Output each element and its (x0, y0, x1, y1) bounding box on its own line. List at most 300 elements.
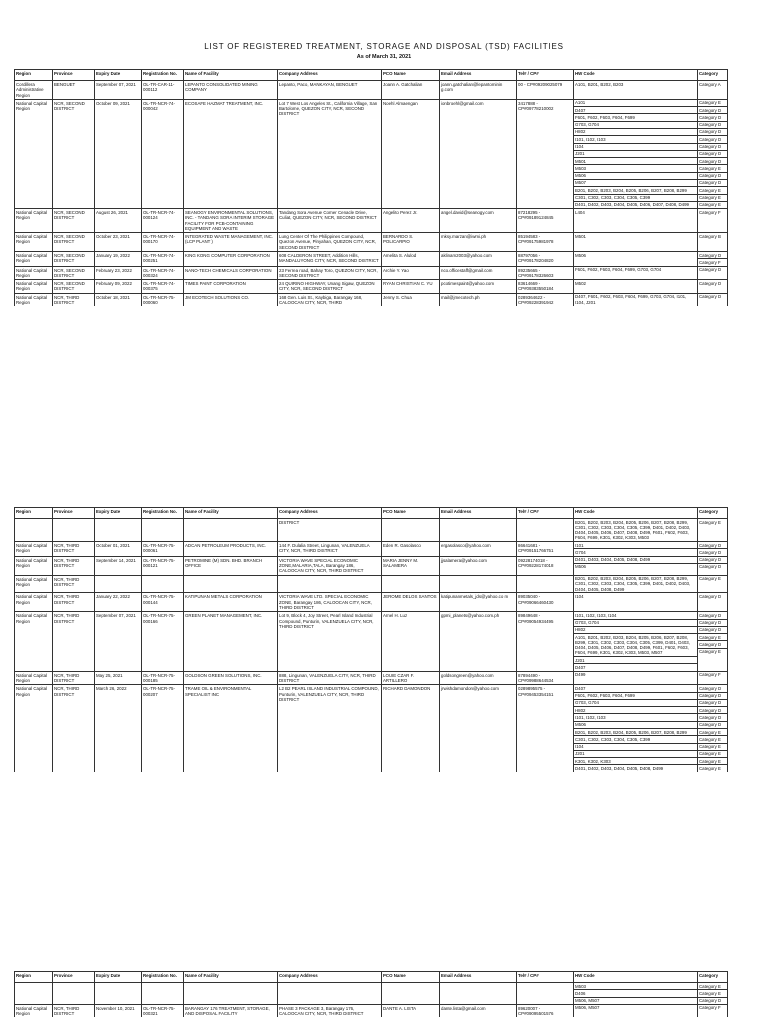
hw-code: J201 (574, 151, 697, 158)
page-1-table (14, 69, 727, 306)
hw-code: L404 (575, 209, 585, 215)
email-cell[interactable]: jrwishdamondon@yahoo.com (440, 685, 517, 772)
hw-code: G703, G704 (574, 122, 697, 129)
region-cell: National Capital Region (15, 280, 53, 294)
column-header: Tel# / CP# (517, 508, 574, 519)
hw-code-cell (574, 209, 698, 233)
column-header: HW Code (574, 70, 698, 81)
hw-code: I101, I102, I103, I104 (574, 612, 697, 619)
category-cell (698, 575, 728, 593)
hw-code: H802 (574, 707, 697, 714)
hw-code: B201, B202, B203, B204, B205, B206, B207, B208, B299, C301, C302, C303, C304, C305, C399, D401, D402, D403, D404, D405, D408, D499 (575, 576, 691, 592)
registration-no-cell: OL-TR-NCR-75-000121 (142, 556, 184, 575)
hw-code: G704 (575, 549, 586, 555)
province-cell: NCR, SECOND DISTRICT (53, 280, 95, 294)
hw-code: D401, D402, D403, D404, D405, D408, D499 (575, 765, 664, 771)
company-address-cell: Tandang Sora Avenue Corner Cenacle Drive, Culiat, QUEZON CITY, NCR, SECOND DISTRICT (278, 209, 382, 233)
hw-code: M502 (575, 280, 586, 286)
tel-cell: 89849648 - CP#09054934495 (517, 612, 574, 672)
tel-cell: 3417888 - CP#09778210002 (517, 99, 574, 208)
tel-cell: 86641681 - CP#09151766751 (517, 542, 574, 557)
tel-cell: 88797056 - CP#09178204820 (517, 252, 574, 267)
hw-code: D401, D402, D403, D404, D405, D406, D407, D408, D499 (575, 202, 689, 208)
category: Category E (699, 649, 721, 655)
tel-cell: 0289895575 - CP#09453354151 (517, 685, 574, 772)
category: Category F (699, 672, 721, 678)
company-address-cell: Lot 9, Block 4, Joy Street, Pearl Island Industrial Compound, Punturin, VALENZUELA CITY, NCR, THIRD DISTRICT (278, 612, 382, 672)
province-cell: NCR, THIRD DISTRICT (53, 612, 95, 672)
category: Category E (698, 744, 727, 751)
column-header: PCO Name (382, 972, 440, 983)
column-header: Category (698, 508, 728, 519)
company-address-cell: 144 F. Dulalia Street, Lingunan, VALENZUELA CITY, NCR, THIRD DISTRICT (278, 542, 382, 557)
email-cell[interactable]: nco.officestaff@gmail.com (440, 266, 517, 280)
category: Category D (698, 144, 727, 151)
pco-name-cell (382, 983, 440, 1005)
registration-no-cell: OL-TR-CAR-11-000112 (142, 81, 184, 100)
province-cell: NCR, SECOND DISTRICT (53, 266, 95, 280)
header-row (15, 972, 728, 983)
email-cell[interactable] (440, 575, 517, 593)
email-cell[interactable]: gpmi_planets@yahoo.com.ph (440, 612, 517, 672)
email-cell[interactable]: goldsongreen@yahoo.com (440, 671, 517, 685)
pco-name-cell: Amelita S. Alulod (382, 252, 440, 267)
category: Category D (698, 129, 727, 136)
category: Category D (698, 122, 727, 129)
expiry-date-cell (95, 519, 142, 542)
category: Category E (698, 634, 727, 641)
category: Category F (699, 209, 721, 215)
province-cell: NCR, THIRD DISTRICT (53, 556, 95, 575)
facility-name-cell: KATIPUNAN METALS CORPORATION (184, 593, 278, 612)
province-cell: NCR, SECOND DISTRICT (53, 252, 95, 267)
hw-code-cell (574, 233, 698, 252)
email-cell[interactable]: katipunanmetals_jds@yahoo.co m (440, 593, 517, 612)
expiry-date-cell: January 19, 2022 (95, 252, 142, 267)
company-address-cell (278, 983, 382, 1005)
table-row (15, 556, 728, 575)
hw-code: M501 (575, 233, 586, 239)
hw-code: M506, M507 (575, 998, 600, 1004)
table-row (15, 266, 728, 280)
category-cell (698, 99, 728, 208)
column-header: Province (53, 70, 95, 81)
registration-no-cell: OL-TR-NCR-74-000170 (142, 233, 184, 252)
province-cell: NCR, SECOND DISTRICT (53, 99, 95, 208)
expiry-date-cell: September 07, 2021 (95, 81, 142, 100)
category: Category D (698, 173, 727, 180)
region-cell: National Capital Region (15, 233, 53, 252)
region-cell (15, 983, 53, 1005)
tel-cell: 87218295 - CP#09189124845 (517, 209, 574, 233)
expiry-date-cell: October 18, 2021 (95, 293, 142, 306)
region-cell: National Capital Region (15, 266, 53, 280)
facility-name-cell: GOLDSON GREEN SOLUTIONS, INC. (184, 671, 278, 685)
facility-name-cell (184, 519, 278, 542)
province-cell: NCR, THIRD DISTRICT (53, 293, 95, 306)
hw-code: G703, G704 (574, 620, 697, 627)
category: Category D (698, 714, 727, 721)
table-row (15, 233, 728, 252)
facility-name-cell: BARANGAY 176 TREATMENT, STORAGE, AND DISPOSAL FACILITY (184, 1004, 278, 1017)
category: Category D (698, 151, 727, 158)
facility-name-cell: TRAME OIL & ENVIRONMENTAL SPECIALIST INC (184, 685, 278, 772)
hw-code-cell (574, 519, 698, 542)
email-cell[interactable]: dante.lista@gmail.com (440, 1004, 517, 1017)
pco-name-cell: JEROME DELOS SANTOS (382, 593, 440, 612)
facility-name-cell: JM ECOTECH SOLUTIONS CO. (184, 293, 278, 306)
email-cell[interactable]: jjsalamera@yahoo.com (440, 556, 517, 575)
facility-name-cell: PETROMINE (M) SDN. BHD. BRANCH OFFICE (184, 556, 278, 575)
facility-name-cell: SEANOGY ENVIRONMENTAL SOLUTIONS, INC. - TANDANG SORA INTERIM STORAGE FACILITY FOR PCB-CONTAINING EQUIPMENT AND WASTE (184, 209, 278, 233)
column-header: Company Address (278, 70, 382, 81)
registration-no-cell: OL-TR-NCR-74-000124 (142, 209, 184, 233)
column-header: Name of Facility (184, 70, 278, 81)
region-cell: National Capital Region (15, 252, 53, 267)
hw-code: H802 (574, 129, 697, 136)
company-address-cell (278, 575, 382, 593)
table-row (15, 983, 728, 1005)
pco-name-cell: Archie Y. Yao (382, 266, 440, 280)
hw-code: M506, M507 (575, 1005, 600, 1011)
table-row (15, 519, 728, 542)
registration-no-cell: OL-TR-NCR-74-000324 (142, 266, 184, 280)
region-cell: National Capital Region (15, 542, 53, 557)
company-address-cell: 608 CALDERON STREET, Addition Hills, MANDALUYONG CITY, NCR, SECOND DISTRICT (278, 252, 382, 267)
category: Category E (698, 729, 727, 736)
expiry-date-cell (95, 983, 142, 1005)
registration-no-cell: OL-TR-NCR-74-000251 (142, 252, 184, 267)
column-header: Category (698, 972, 728, 983)
category: Category D (698, 612, 727, 619)
registration-no-cell: OL-TR-NCR-75-000060 (142, 293, 184, 306)
region-cell: National Capital Region (15, 612, 53, 672)
category-cell (698, 671, 728, 685)
hw-code-cell (574, 81, 698, 100)
hw-code-cell (574, 612, 698, 672)
hw-code-cell (574, 252, 698, 267)
tsd-table-page-1 (14, 69, 728, 306)
category: Category D (699, 998, 722, 1004)
expiry-date-cell: September 14, 2021 (95, 556, 142, 575)
expiry-date-cell (95, 575, 142, 593)
expiry-date-cell: September 07, 2021 (95, 612, 142, 672)
province-cell: NCR, SECOND DISTRICT (53, 209, 95, 233)
hw-code: B201, B202, B203, B204, B205, B206, B207, B208, B299 (574, 729, 697, 736)
hw-code-cell (574, 542, 698, 557)
registration-no-cell: OL-TR-NCR-75-000061 (142, 542, 184, 557)
tel-cell: 0289364622 - CP#09228391942 (517, 293, 574, 306)
pco-name-cell (382, 519, 440, 542)
category-cell (698, 280, 728, 294)
column-header: HW Code (574, 972, 698, 983)
hw-code: M506 (574, 722, 697, 729)
column-header: Region (15, 972, 53, 983)
hw-code-cell (574, 266, 698, 280)
hw-code: I101 (574, 542, 697, 549)
column-header: Email Address (440, 972, 517, 983)
region-cell: Cordillera Administrative Region (15, 81, 53, 100)
category-cell (698, 233, 728, 252)
hw-code: B201, B202, B203, B204, B205, B206, B207, B208, B299 (574, 187, 697, 194)
hw-code: B201, B202, B203, B204, B205, B206, B207, B208, B299, C301, C302, C303, C304, C305, C399, D401, D402, D403, D404, D405, D406, D407, D408, D499, F601, F602, F603, F604, F699, K301, K302, K303, M503 (575, 519, 691, 541)
table-row (15, 209, 728, 233)
facility-name-cell: ECOSAFE HAZMAT TREATMENT, INC. (184, 99, 278, 208)
registration-no-cell: OL-TR-NCR-75-000166 (142, 612, 184, 672)
column-header: Name of Facility (184, 972, 278, 983)
hw-code-cell (574, 1004, 698, 1017)
hw-code: D407 (574, 107, 697, 114)
pco-name-cell: Jenny S. Chua (382, 293, 440, 306)
region-cell (15, 519, 53, 542)
registration-no-cell (142, 575, 184, 593)
table-row (15, 81, 728, 100)
hw-code: G703, G704 (574, 700, 697, 707)
column-header: Registration No. (142, 972, 184, 983)
registration-no-cell (142, 519, 184, 542)
category: Category D (699, 294, 722, 300)
email-cell[interactable]: joann.gatchalian@lepantominin g.com (440, 81, 517, 100)
hw-code: M506 (574, 173, 697, 180)
registration-no-cell: OL-TR-NCR-75-000207 (142, 685, 184, 772)
registration-no-cell: OL-TR-NCR-75-000144 (142, 593, 184, 612)
tel-cell: 83614669 - CP#09383550184 (517, 280, 574, 294)
province-cell: NCR, THIRD DISTRICT (53, 575, 95, 593)
category-cell (698, 519, 728, 542)
pco-name-cell: Arnel H. Luz (382, 612, 440, 672)
expiry-date-cell: October 23, 2021 (95, 233, 142, 252)
email-cell[interactable]: angel.david@seanogy.com (440, 209, 517, 233)
doc-subtitle: As of March 31, 2021 (356, 54, 412, 60)
table-row (15, 280, 728, 294)
category: Category D (699, 593, 722, 599)
category: Category E (698, 165, 727, 172)
region-cell: National Capital Region (15, 671, 53, 685)
category: Category E (698, 187, 727, 194)
hw-code: D407 (574, 685, 697, 692)
category: Category D (698, 722, 727, 729)
column-header: Email Address (440, 508, 517, 519)
facility-name-cell: ADCAN PETROLEUM PRODUCTS, INC. (184, 542, 278, 557)
facility-name-cell: LEPANTO CONSOLIDATED MINING COMPANY (184, 81, 278, 100)
tel-cell: 00 - CP#09209025079 (517, 81, 574, 100)
company-address-cell: 23 Ferrea road, Bahay Toro, QUEZON CITY, NCR, SECOND DISTRICT (278, 266, 382, 280)
category: Category E (699, 519, 721, 525)
region-cell: National Capital Region (15, 685, 53, 772)
pco-name-cell: LOUIE CZAR F. ARTILLERO (382, 671, 440, 685)
province-cell: NCR, THIRD DISTRICT (53, 671, 95, 685)
expiry-date-cell: October 01, 2021 (95, 542, 142, 557)
email-cell[interactable]: ergasolasco@yahoo.com (440, 542, 517, 557)
tel-cell (517, 983, 574, 1005)
region-cell: National Capital Region (15, 556, 53, 575)
category: Category F (699, 1005, 721, 1011)
table-row (15, 612, 728, 672)
tsd-table-page-2 (14, 507, 728, 772)
tel-cell: 09228174018 - CP#09228174018 (517, 556, 574, 575)
province-cell (53, 983, 95, 1005)
column-header: Province (53, 508, 95, 519)
column-header: Tel# / CP# (517, 70, 574, 81)
hw-code-cell (574, 593, 698, 612)
category-cell (698, 293, 728, 306)
hw-code: A101, B201, B202, B203, B204, B205, B206, B207, B208, B299, C301, C302, C303, C304, C305, C399, D401, D403, D404, D405, D406, D407, D408, D499, F601, F602, F603, F604, F699, K301, K302, K303, M503, M507 (574, 634, 697, 657)
hw-code-cell (574, 685, 698, 772)
category-cell (698, 612, 728, 672)
tel-cell: 85194583 - CP#09175981978 (517, 233, 574, 252)
hw-code: D406 (574, 990, 697, 997)
hw-code: D401, D403, D404, D405, D408, D499 (574, 557, 697, 564)
pco-name-cell: RICHARD DAMONDON (382, 685, 440, 772)
hw-code: I104 (575, 593, 584, 599)
tsd-table-page-3 (14, 971, 728, 1017)
hw-code: I104 (574, 744, 697, 751)
region-cell: National Capital Region (15, 1004, 53, 1017)
facility-name-cell (184, 575, 278, 593)
column-header: Company Address (278, 508, 382, 519)
category: Category D (698, 685, 727, 692)
hw-code-cell (574, 983, 698, 1005)
table-row (15, 542, 728, 557)
column-header: Company Address (278, 972, 382, 983)
pco-name-cell: Joann A. Gatchalian (382, 81, 440, 100)
column-header: Registration No. (142, 508, 184, 519)
tel-cell (517, 519, 574, 542)
pco-name-cell: BERNARDO S. POLICARPIO (382, 233, 440, 252)
category: Category E (699, 576, 721, 582)
pco-name-cell: MARIA JENNY M. SALAMERA (382, 556, 440, 575)
table-row (15, 1004, 728, 1017)
category: Category A (699, 81, 721, 87)
email-cell[interactable] (440, 983, 517, 1005)
pco-name-cell: Noehl Almaengan (382, 99, 440, 208)
table-row (15, 293, 728, 306)
email-cell[interactable]: aklinam2003@yahoo.com (440, 252, 517, 267)
pco-name-cell (382, 575, 440, 593)
email-cell[interactable]: mail@jmecotech.ph (440, 293, 517, 306)
category: Category D (698, 180, 727, 187)
category-cell (698, 252, 728, 267)
category: Category E (699, 765, 721, 771)
facility-name-cell: TIMES PAINT CORPORATION (184, 280, 278, 294)
region-cell: National Capital Region (15, 209, 53, 233)
company-address-cell: DISTRICT (278, 519, 382, 542)
column-header: PCO Name (382, 70, 440, 81)
company-address-cell: VICTORIA WAVE LTD. SPECIAL ECONOMIC ZONE, Barangay 186, CALOOCAN CITY, NCR, THIRD DISTRICT (278, 593, 382, 612)
email-cell[interactable]: pcotimespaint@yahoo.com (440, 280, 517, 294)
hw-code: I101, I102, I103 (574, 714, 697, 721)
column-header: Name of Facility (184, 508, 278, 519)
category: Category E (699, 202, 721, 208)
column-header: Expiry Date (95, 972, 142, 983)
hw-code: D499 (575, 672, 586, 678)
category: Category D (698, 158, 727, 165)
category: Category D (698, 627, 727, 634)
column-header: HW Code (574, 508, 698, 519)
column-header: Email Address (440, 70, 517, 81)
company-address-cell: 888, Lingunan, VALENZUELA CITY, NCR, THIRD DISTRICT (278, 671, 382, 685)
column-header: Registration No. (142, 70, 184, 81)
expiry-date-cell: May 25, 2021 (95, 671, 142, 685)
facility-name-cell: GREEN PLANET MANAGEMENT, INC. (184, 612, 278, 672)
hw-code: C301, C302, C303, C304, C305, C399 (574, 195, 697, 202)
facility-name-cell: KING KONG COMPUTER CORPORATION (184, 252, 278, 267)
pco-name-cell: DANTE A. LISTA (382, 1004, 440, 1017)
region-cell: National Capital Region (15, 575, 53, 593)
category: Category D (698, 557, 727, 564)
category: Category E (698, 100, 727, 107)
hw-code: D407, F601, F602, F603, F604, F699, G703, G704, I101, I104, J201 (575, 294, 687, 305)
page-2-table (14, 507, 727, 772)
pco-name-cell: RYAN CHRISTIAN C. YU (382, 280, 440, 294)
category-cell (698, 266, 728, 280)
category: Category E (698, 983, 727, 990)
facility-name-cell: NANO-TECH CHEMICALS CORPORATION (184, 266, 278, 280)
registration-no-cell: OL-TR-NCR-74-000042 (142, 99, 184, 208)
province-cell: NCR, THIRD DISTRICT (53, 542, 95, 557)
category: Category E (698, 990, 727, 997)
hw-code: M507 (574, 180, 697, 187)
hw-code: A101 (574, 100, 697, 107)
category: Category E (698, 751, 727, 758)
hw-code: I101, I102, I103 (574, 136, 697, 143)
column-header: PCO Name (382, 508, 440, 519)
registration-no-cell: OL-TR-NCR-75-000321 (142, 1004, 184, 1017)
company-address-cell: VICTORIA WAVE SPECIAL ECONOMIC ZONE,MALARIA,TALA, Barangay 186, CALOOCAN CITY, NCR, THIRD DISTRICT (278, 556, 382, 575)
hw-code: M506 (575, 564, 586, 570)
hw-code: K301, K302, K303 (574, 758, 697, 765)
table-row (15, 575, 728, 593)
tel-cell: 89035040 - CP#09066460430 (517, 593, 574, 612)
hw-code: C301, C302, C303, C304, C305, C399 (574, 736, 697, 743)
province-cell: NCR, THIRD DISTRICT (53, 1004, 95, 1017)
category: Category D (698, 620, 727, 627)
table-row (15, 593, 728, 612)
province-cell (53, 519, 95, 542)
category-cell (698, 556, 728, 575)
region-cell: National Capital Region (15, 99, 53, 208)
company-address-cell: Lung Center Of The Philippines Compound, Quezon Avenue, Pinyahan, QUEZON CITY, NCR, SECOND DISTRICT (278, 233, 382, 252)
company-address-cell: 168 Gen. Luis St., Kaybiga, Barangay 168, CALOOCAN CITY, NCR, THIRD (278, 293, 382, 306)
province-cell: NCR, THIRD DISTRICT (53, 685, 95, 772)
category-cell (698, 81, 728, 100)
expiry-date-cell: March 26, 2022 (95, 685, 142, 772)
registration-no-cell (142, 983, 184, 1005)
table-row (15, 685, 728, 772)
hw-code: H802 (574, 627, 697, 634)
region-cell: National Capital Region (15, 293, 53, 306)
hw-code: J201 (574, 657, 697, 664)
hw-code-cell (574, 575, 698, 593)
company-address-cell: L2 B2 PEARL ISLAND INDUSTRIAL COMPOUND, Punturin, VALENZUELA CITY, NCR, THIRD DISTRICT (278, 685, 382, 772)
hw-code: J201 (574, 751, 697, 758)
category-cell (698, 685, 728, 772)
facility-name-cell: INTEGRATED WASTE MANAGEMENT, INC. (LCP PLANT ) (184, 233, 278, 252)
email-cell[interactable]: mksy.marzan@iwmi.ph (440, 233, 517, 252)
hw-code: I104 (574, 144, 697, 151)
category: Category D (698, 700, 727, 707)
tel-cell: 89620007 - CP#09095501576 (517, 1004, 574, 1017)
email-cell[interactable] (440, 519, 517, 542)
email-cell[interactable]: ionbroehl@gmail.com (440, 99, 517, 208)
company-address-cell: PHASE 3 PACKAGE 3, Barangay 176, CALOOCAN CITY, NCR, THIRD DISTRICT (278, 1004, 382, 1017)
column-header: Tel# / CP# (517, 972, 574, 983)
column-header: Region (15, 508, 53, 519)
company-address-cell: Lepanto, Paco, MANKAYAN, BENGUET (278, 81, 382, 100)
region-cell: National Capital Region (15, 593, 53, 612)
category-cell (698, 983, 728, 1005)
tel-cell (517, 575, 574, 593)
